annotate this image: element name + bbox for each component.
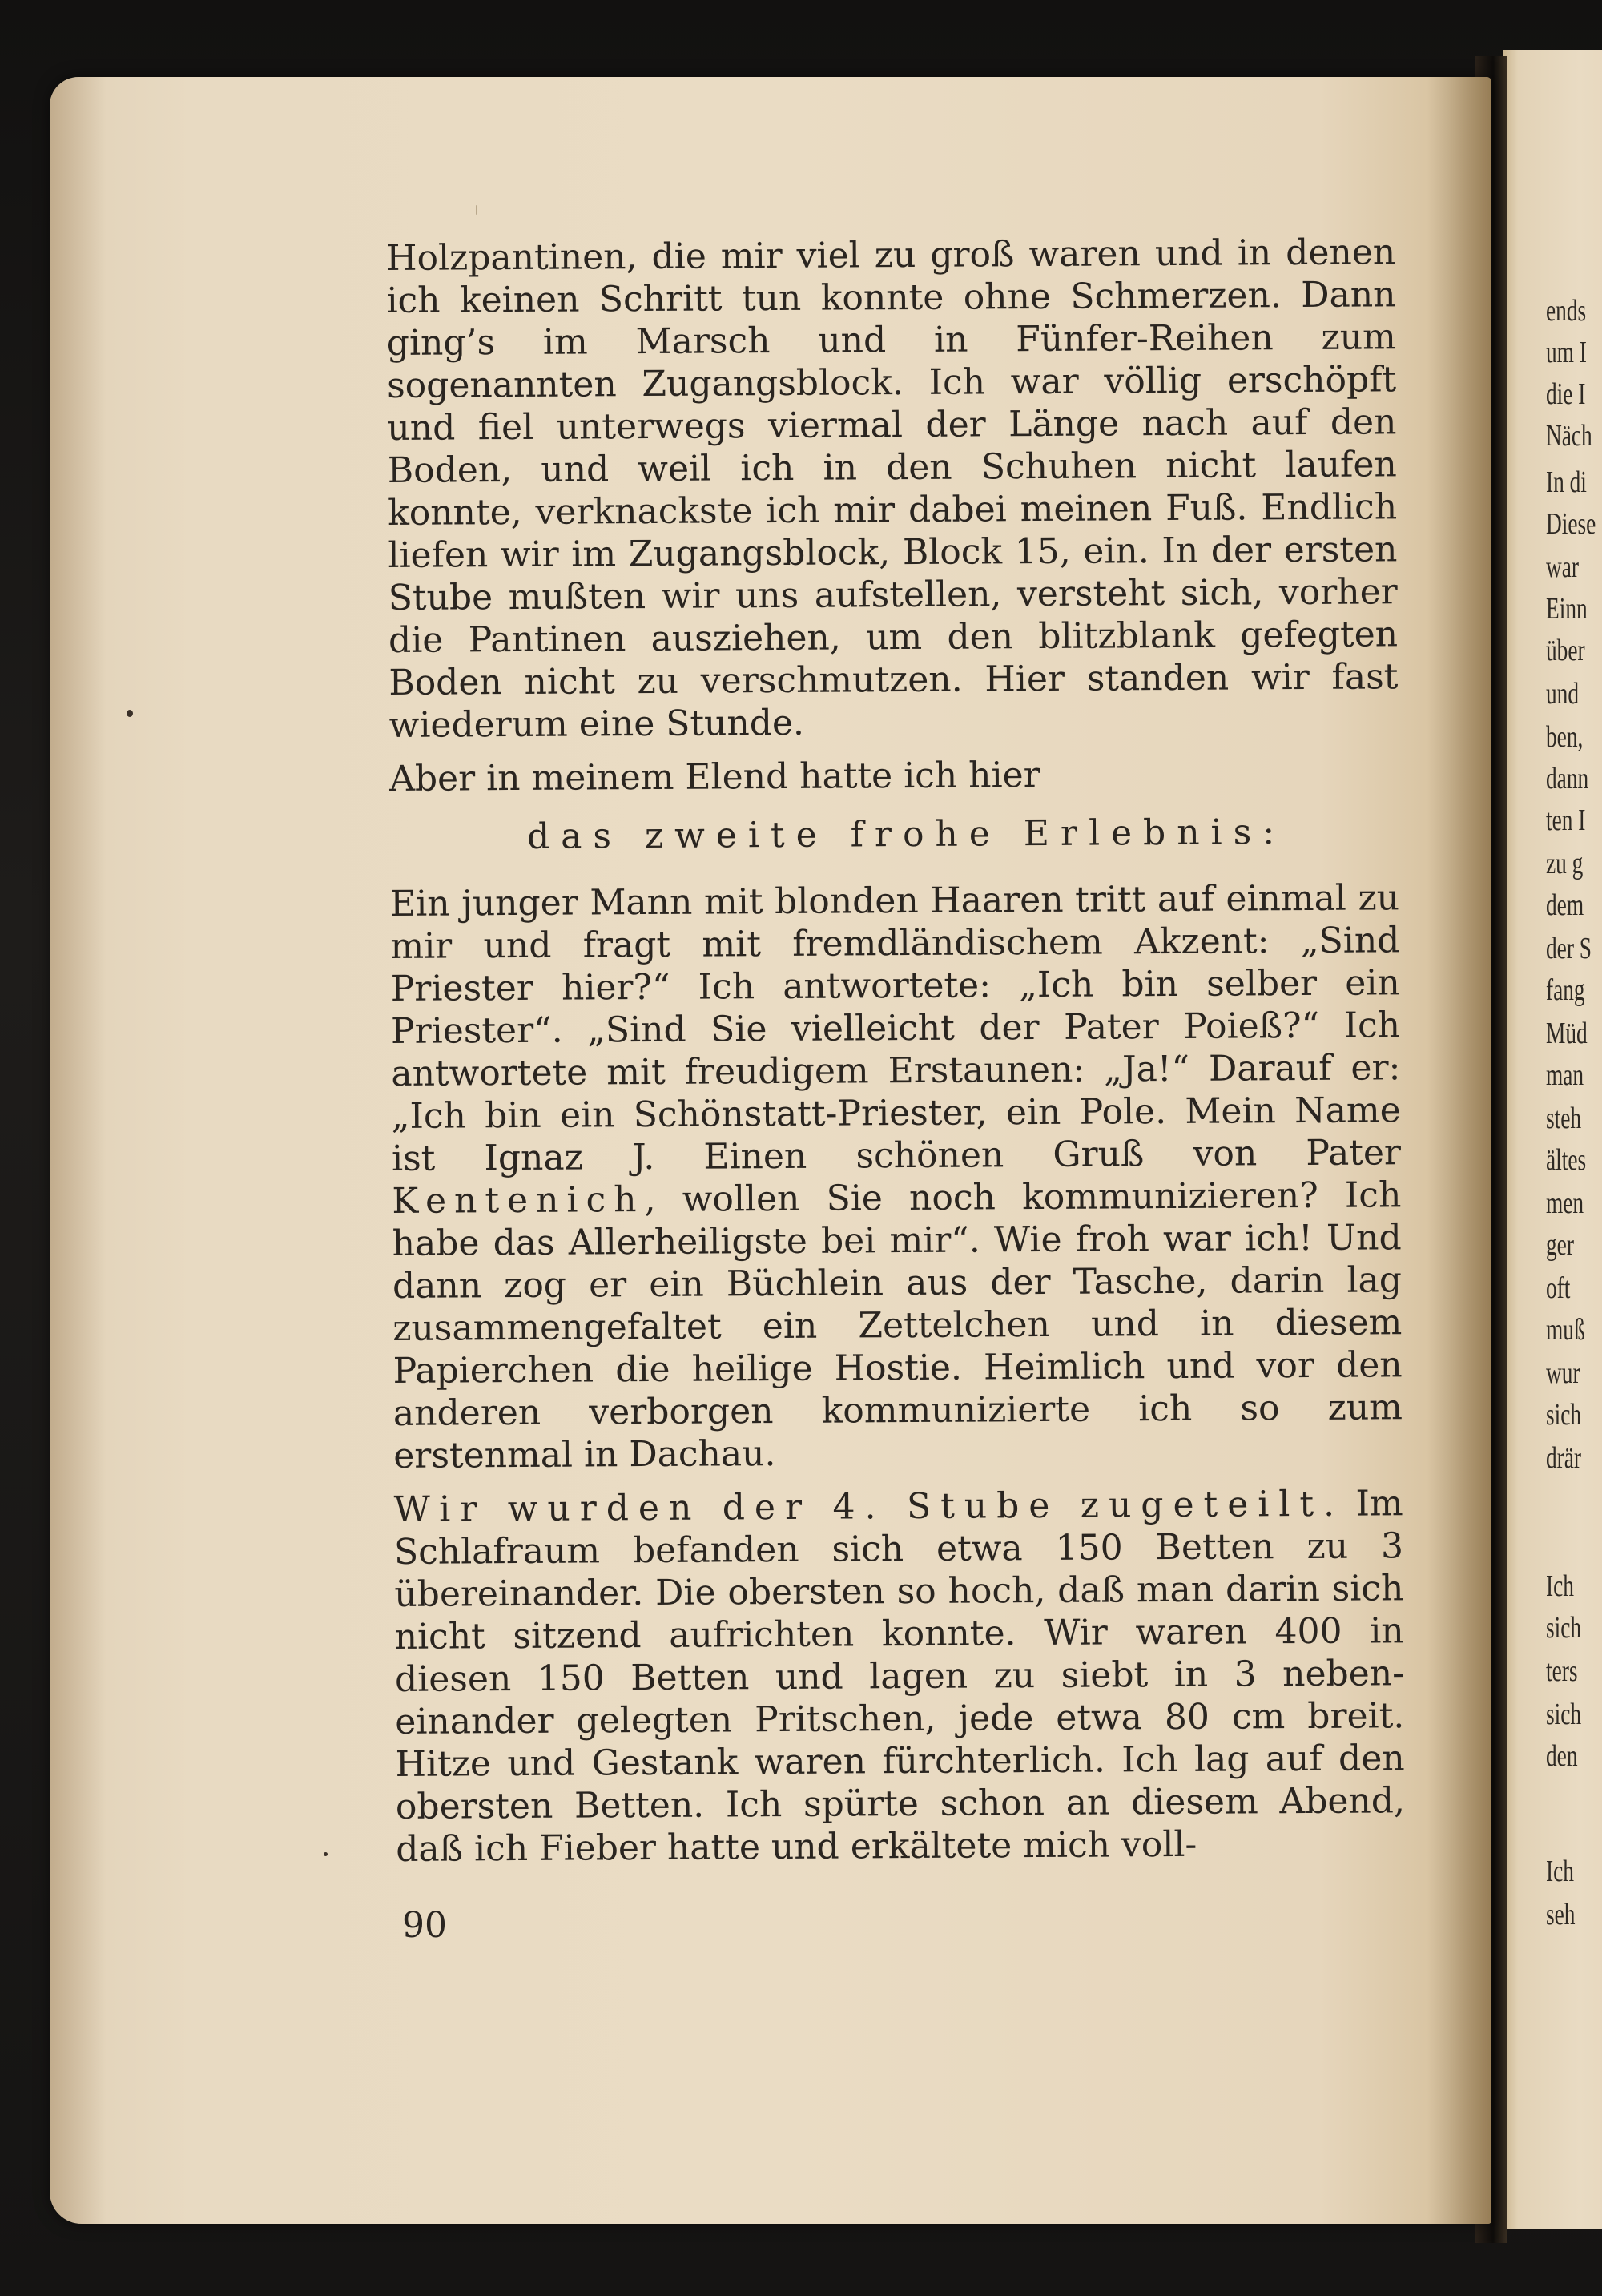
page-speck xyxy=(476,205,477,215)
right-page-line: Diese xyxy=(1546,507,1596,541)
right-page-line: fang xyxy=(1546,973,1585,1007)
paragraph-text: Im Schlafraum befanden sich etwa 150 Betten zu 3 übereinander. Die obersten so hoch, daß man darin sich nicht sitzend aufrichten konnte. Wir waren 400 in diesen 150 Betten und lagen zu siebt in 3 nebeneinander gelegten Pritschen, jede etwa 80 cm breit. Hitze und Gestank waren fürchterlich. Ich lag auf den obersten Betten. Ich spürte schon an diesem Abend, daß ich Fieber hatte und erkältete mich voll- xyxy=(393,1483,1406,1870)
right-page-line: über xyxy=(1546,634,1585,667)
right-page-line: drär xyxy=(1546,1441,1582,1475)
right-page-line: seh xyxy=(1546,1898,1576,1931)
right-page-line: ten I xyxy=(1546,804,1586,837)
paragraph: Holzpantinen, die mir viel zu groß waren und in denen ich keinen Schritt tun konnte ohne Schmerzen. Dann ging’s im Marsch und in Fünfer-Reihen zum sogenannten Zugangsblock. Ich war völlig erschöpft und fiel unterwegs viermal der Länge nach auf den Boden, und weil ich in den Schuhen nicht laufen konnte, verknackste ich mir dabei meinen Fuß. Endlich liefen wir im Zugangsblock, Block 15, ein. In der ersten Stube mußten wir uns aufstellen, versteht sich, vorher die Pantinen ausziehen, um den blitzblank gefegten Boden nicht zu verschmutzen. Hier standen wir fast wiederum eine Stunde. xyxy=(386,232,1399,746)
right-page-line: Ich xyxy=(1546,1855,1574,1888)
right-page-line: Einn xyxy=(1546,592,1588,626)
right-page-line: ends xyxy=(1546,294,1587,328)
right-page-line: Müd xyxy=(1546,1017,1588,1050)
right-page-line: dann xyxy=(1546,762,1589,796)
right-page-line: Ich xyxy=(1546,1569,1574,1603)
page-speck xyxy=(127,710,133,717)
right-page-line: sich xyxy=(1546,1611,1582,1645)
paragraph-text: , wollen Sie noch kommunizieren? Ich habe das Allerheiligste bei mir“. Wie froh war ich! Und dann zog er ein Büchlein aus der Tasche, darin lag zusammengefaltet ein Zettelchen und in diesem Papierchen die heilige Hostie. Heimlich und vor den anderen verborgen kommunizierte ich so zum erstenmal in Dachau. xyxy=(392,1174,1403,1476)
right-page-line: steh xyxy=(1546,1102,1582,1135)
right-page-line: um I xyxy=(1546,336,1587,369)
body-text xyxy=(386,231,1406,1882)
right-page-line: ältes xyxy=(1546,1143,1587,1177)
right-page xyxy=(1503,50,1602,2229)
spaced-name: Kentenich xyxy=(392,1179,645,1222)
right-page-line: den xyxy=(1546,1739,1578,1773)
right-page-line: zu g xyxy=(1546,847,1584,880)
right-page-line: wur xyxy=(1546,1356,1580,1390)
right-page-line: dem xyxy=(1546,888,1584,922)
right-page-line: In di xyxy=(1546,465,1587,499)
right-page-line: sich xyxy=(1546,1398,1582,1432)
page-number: 90 xyxy=(402,1905,447,1946)
spaced-sentence: Wir wurden der 4. Stube zugeteilt. xyxy=(393,1483,1345,1530)
right-page-line: ger xyxy=(1546,1228,1574,1262)
right-page-line: ben, xyxy=(1546,720,1584,754)
right-page-line: sich xyxy=(1546,1698,1582,1731)
paragraph xyxy=(394,1482,1406,1871)
right-page-line: die I xyxy=(1546,377,1586,411)
right-page-line: der S xyxy=(1546,932,1592,965)
page-speck xyxy=(324,1852,328,1856)
right-page-line: man xyxy=(1546,1058,1584,1092)
right-page-line: war xyxy=(1546,550,1580,584)
right-page-line: men xyxy=(1546,1186,1584,1220)
right-page-line: ters xyxy=(1546,1654,1578,1688)
right-page-line: und xyxy=(1546,677,1580,711)
paragraph-text: Ein junger Mann mit blonden Haaren tritt auf einmal zu mir und fragt mit fremdländischem Akzent: „Sind Priester hier?“ Ich antwortete: „Ich bin selber ein Priester“. „Sind Sie vielleicht der Pater Poieß?“ Ich antwortete mit freudigem Erstaunen: „Ja!“ Darauf er: „Ich bin ein Schönstatt-Priester, ein Pole. Mein Name ist Ignaz J. Einen schönen Gruß von Pater xyxy=(389,877,1402,1179)
section-heading: das zweite frohe Erlebnis: xyxy=(526,812,1286,857)
right-page-line: muß xyxy=(1546,1313,1585,1347)
right-page-line: Näch xyxy=(1546,419,1592,453)
right-page-line: oft xyxy=(1546,1271,1571,1305)
paragraph xyxy=(390,876,1403,1477)
paragraph: Aber in meinem Elend hatte ich hier xyxy=(388,755,1040,800)
